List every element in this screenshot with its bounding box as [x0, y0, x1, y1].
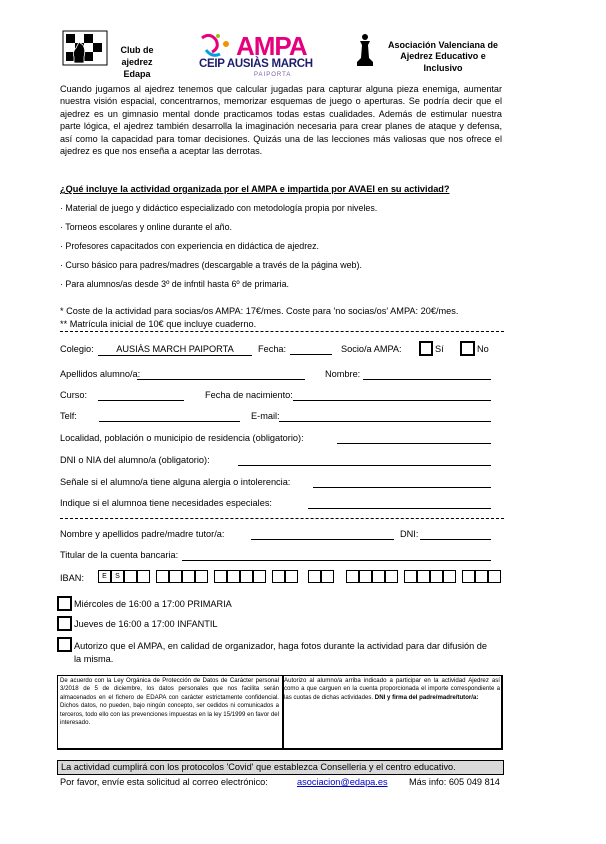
iban-cell[interactable]: [321, 570, 334, 583]
iban-cell[interactable]: [182, 570, 195, 583]
fecha-label: Fecha:: [258, 344, 287, 354]
bullet-item: · Material de juego y didáctico especializado con metodología propia por niveles.: [60, 203, 378, 213]
bullet-item: · Para alumnos/as desde 3º de infntil hasta 6º de primaria.: [60, 279, 289, 289]
fecha-field[interactable]: [290, 354, 332, 355]
iban-cell[interactable]: [240, 570, 253, 583]
socio-no-label: No: [477, 344, 489, 354]
iban-cell[interactable]: S: [111, 570, 124, 583]
iban-cell[interactable]: [227, 570, 240, 583]
bullet-item: · Profesores capacitados con experiencia en didáctica de ajedrez.: [60, 241, 320, 251]
iban-cell[interactable]: [385, 570, 398, 583]
iban-cell[interactable]: [285, 570, 298, 583]
colegio-field[interactable]: AUSIÀS MARCH PAIPORTA: [98, 344, 252, 356]
socio-label: Socio/a AMPA:: [341, 344, 402, 354]
email-label: E-mail:: [251, 411, 280, 421]
iban-cell[interactable]: [430, 570, 443, 583]
form-divider: [60, 518, 504, 519]
iban-cell[interactable]: [359, 570, 372, 583]
iban-field[interactable]: [98, 570, 506, 584]
signature-label: DNI y firma del padre/madre/tutor/a:: [374, 693, 479, 701]
signature-field[interactable]: [285, 712, 499, 746]
association-logo: [353, 32, 377, 70]
telf-label: Telf:: [60, 411, 77, 421]
iban-cell[interactable]: [124, 570, 137, 583]
iban-cell[interactable]: [195, 570, 208, 583]
tutor-label: Nombre y apellidos padre/madre tutor/a:: [60, 529, 225, 539]
jueves-label: Jueves de 16:00 a 17:00 INFANTIL: [74, 619, 218, 629]
nombre-label: Nombre:: [325, 369, 361, 379]
socio-no-checkbox[interactable]: [460, 341, 475, 356]
cost-line: * Coste de la actividad para socias/os AMPA: 17€/mes. Coste para 'no socias/os' AMPA: 20€/mes.: [60, 306, 459, 316]
more-info: Más info: 605 049 814: [409, 777, 500, 787]
intro-paragraph: Cuando jugamos al ajedrez tenemos que calcular jugadas para capturar alguna pieza enemiga, aumentar nuestra visión espacial, concentrarnos, memorizar esquemas de juego o aperturas. Se podría decir que el ajedrez es un gimnasio mental donde practicamos todas estas cualidades. Además de estimular nuestra parte lógica, el ajedrez también desarrolla la imaginación necesaria para crear planes de ataque y defensa, así como la capacidad para tomar decisiones. Quizás una de las lecciones más valiosas que nos ofrece el ajedrez es que nos enseña a aceptar las derrotas.: [60, 84, 502, 157]
iban-cell[interactable]: E: [98, 570, 111, 583]
iban-cell[interactable]: [417, 570, 430, 583]
nombre-field[interactable]: [363, 379, 491, 380]
tutor-field[interactable]: [251, 539, 394, 540]
miercoles-label: Miércoles de 16:00 a 17:00 PRIMARIA: [74, 599, 232, 609]
iban-cell[interactable]: [169, 570, 182, 583]
socio-si-checkbox[interactable]: [419, 341, 433, 356]
curso-field[interactable]: [98, 400, 184, 401]
email-field[interactable]: [279, 421, 491, 422]
iban-cell[interactable]: [488, 570, 501, 583]
apellidos-field[interactable]: [137, 379, 305, 380]
telf-field[interactable]: [99, 421, 240, 422]
curso-label: Curso:: [60, 390, 88, 400]
club-logo: [62, 30, 108, 66]
iban-cell[interactable]: [346, 570, 359, 583]
ampa-logo-text: AMPA: [236, 31, 307, 61]
authorization-text: [284, 677, 500, 702]
covid-notice: La actividad cumplirá con los protocolos 'Covid' que establezca Conselleria y el centro educativo.: [57, 760, 504, 775]
school-logo-subtext: PAIPORTA: [254, 72, 292, 78]
fotos-label: Autorizo que el AMPA, en calidad de organizador, haga fotos durante la actividad para dar difusión de la misma.: [74, 641, 488, 664]
send-label: Por favor, envíe esta solicitud al correo electrónico:: [60, 777, 268, 787]
alergia-field[interactable]: [313, 487, 491, 488]
club-name: Club de ajedrez Edapa: [120, 45, 154, 79]
iban-cell[interactable]: [272, 570, 285, 583]
bullet-item: · Curso básico para padres/madres (descargable a través de la página web).: [60, 260, 362, 270]
localidad-label: Localidad, población o municipio de residencia (obligatorio):: [60, 433, 304, 443]
tutor-dni-label: DNI:: [400, 529, 419, 539]
fotos-checkbox[interactable]: [57, 637, 72, 652]
section-divider: [60, 331, 504, 332]
activity-question: ¿Qué incluye la actividad organizada por el AMPA e impartida por AVAEI en su actividad?: [60, 184, 450, 194]
bullet-item: · Torneos escolares y online durante el año.: [60, 222, 233, 232]
authorization-body: Autorizo al alumno/a arriba indicado a participar en la actividad Ajedrez así como a que carguen en la cuenta proporcionada el importe correspondiente a las cuotas de dichas actividades.: [284, 677, 500, 701]
iban-cell[interactable]: [156, 570, 169, 583]
iban-cell[interactable]: [462, 570, 475, 583]
dni-alumno-label: DNI o NIA del alumno/a (obligatorio):: [60, 455, 210, 465]
alergia-label: Señale si el alumno/a tiene alguna alergia o intolerencia:: [60, 477, 291, 487]
nacimiento-label: Fecha de nacimiento:: [205, 390, 293, 400]
titular-label: Titular de la cuenta bancaria:: [60, 550, 179, 560]
privacy-text: De acuerdo con la Ley Orgánica de Protección de Datos de Carácter personal 3/2018 de 5 de diciembre, los datos personales que nos facilita serán almacenados en el fichero de EDAPA con carácter estrictamente confidencial. Dichos datos, no pueden, bajo ningún concepto, ser cedidos ni comunicados a terceros, todo ello con las prevenciones impuestas en la ley 15/1999 en favor del interesado.: [60, 677, 279, 727]
apellidos-label: Apellidos alumno/a:: [60, 369, 141, 379]
localidad-field[interactable]: [337, 443, 491, 444]
association-name: Asociación Valenciana de Ajedrez Educativo e Inclusivo: [387, 40, 499, 73]
school-logo-text: CEIP AUSIÀS MARCH: [199, 58, 313, 70]
iban-cell[interactable]: [137, 570, 150, 583]
tutor-dni-field[interactable]: [420, 539, 491, 540]
iban-cell[interactable]: [475, 570, 488, 583]
iban-cell[interactable]: [253, 570, 266, 583]
titular-field[interactable]: [182, 560, 491, 561]
dni-alumno-field[interactable]: [238, 465, 491, 466]
necesidades-field[interactable]: [308, 508, 491, 509]
contact-email-link[interactable]: asociacion@edapa.es: [297, 777, 388, 787]
iban-cell[interactable]: [214, 570, 227, 583]
necesidades-label: Indique si el alumnoa tiene necesidades especiales:: [60, 498, 272, 508]
iban-cell[interactable]: [308, 570, 321, 583]
miercoles-checkbox[interactable]: [57, 596, 72, 611]
iban-label: IBAN:: [60, 573, 84, 583]
iban-cell[interactable]: [443, 570, 456, 583]
iban-cell[interactable]: [404, 570, 417, 583]
colegio-label: Colegio:: [60, 344, 94, 354]
nacimiento-field[interactable]: [293, 400, 491, 401]
iban-cell[interactable]: [372, 570, 385, 583]
socio-si-label: Sí: [435, 344, 444, 354]
jueves-checkbox[interactable]: [57, 616, 72, 631]
enrollment-line: ** Matrícula inicial de 10€ que incluye cuaderno.: [60, 319, 257, 329]
